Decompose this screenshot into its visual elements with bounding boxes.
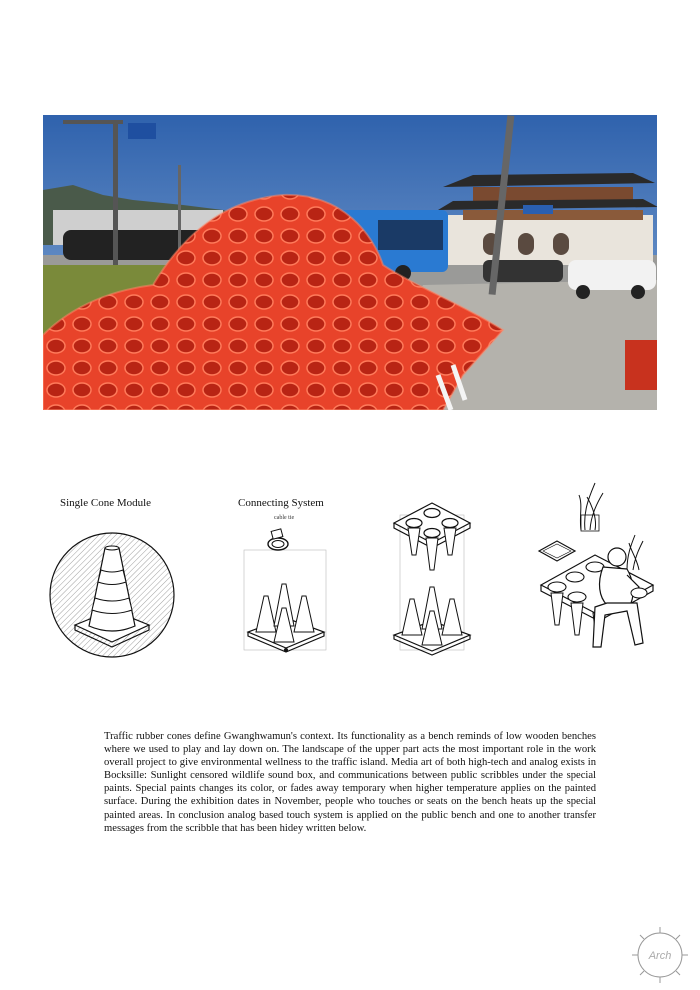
svg-text:Arch: Arch	[648, 950, 672, 962]
project-description: Traffic rubber cones define Gwanghwamun's context. Its functionality as a bench reminds of low wooden benches where we used to play and lay down on. The landscape of the upper part acts the most important role in the work overall project to give environmental wellness to the traffic island. Media art of both high-tech and analog exists in Bocksille: Sunlight censored wildlife sound box, and communications between public scribbles under the special paints. Special paints changes its color, or fades away temporary when higher temperature applies on the painted surface. During the exhibition dates in November, people who touches or seats on the bench heats up the special painted areas. In conclusion analog based touch system is applied on the public bench and one to another transfer messages from the scribble that has been hidey written below.	[104, 731, 596, 834]
connecting-system-label: Connecting System	[238, 497, 324, 509]
connecting-system-diagram	[240, 522, 332, 654]
cable-tie-label: cable tie	[274, 515, 295, 521]
single-cone-module-label: Single Cone Module	[60, 497, 152, 509]
single-cone-diagram	[47, 530, 177, 660]
bench-with-person-diagram	[535, 475, 660, 660]
stacked-modules-diagram	[390, 495, 474, 660]
installation-photo	[43, 115, 657, 410]
watermark-logo	[627, 925, 693, 985]
